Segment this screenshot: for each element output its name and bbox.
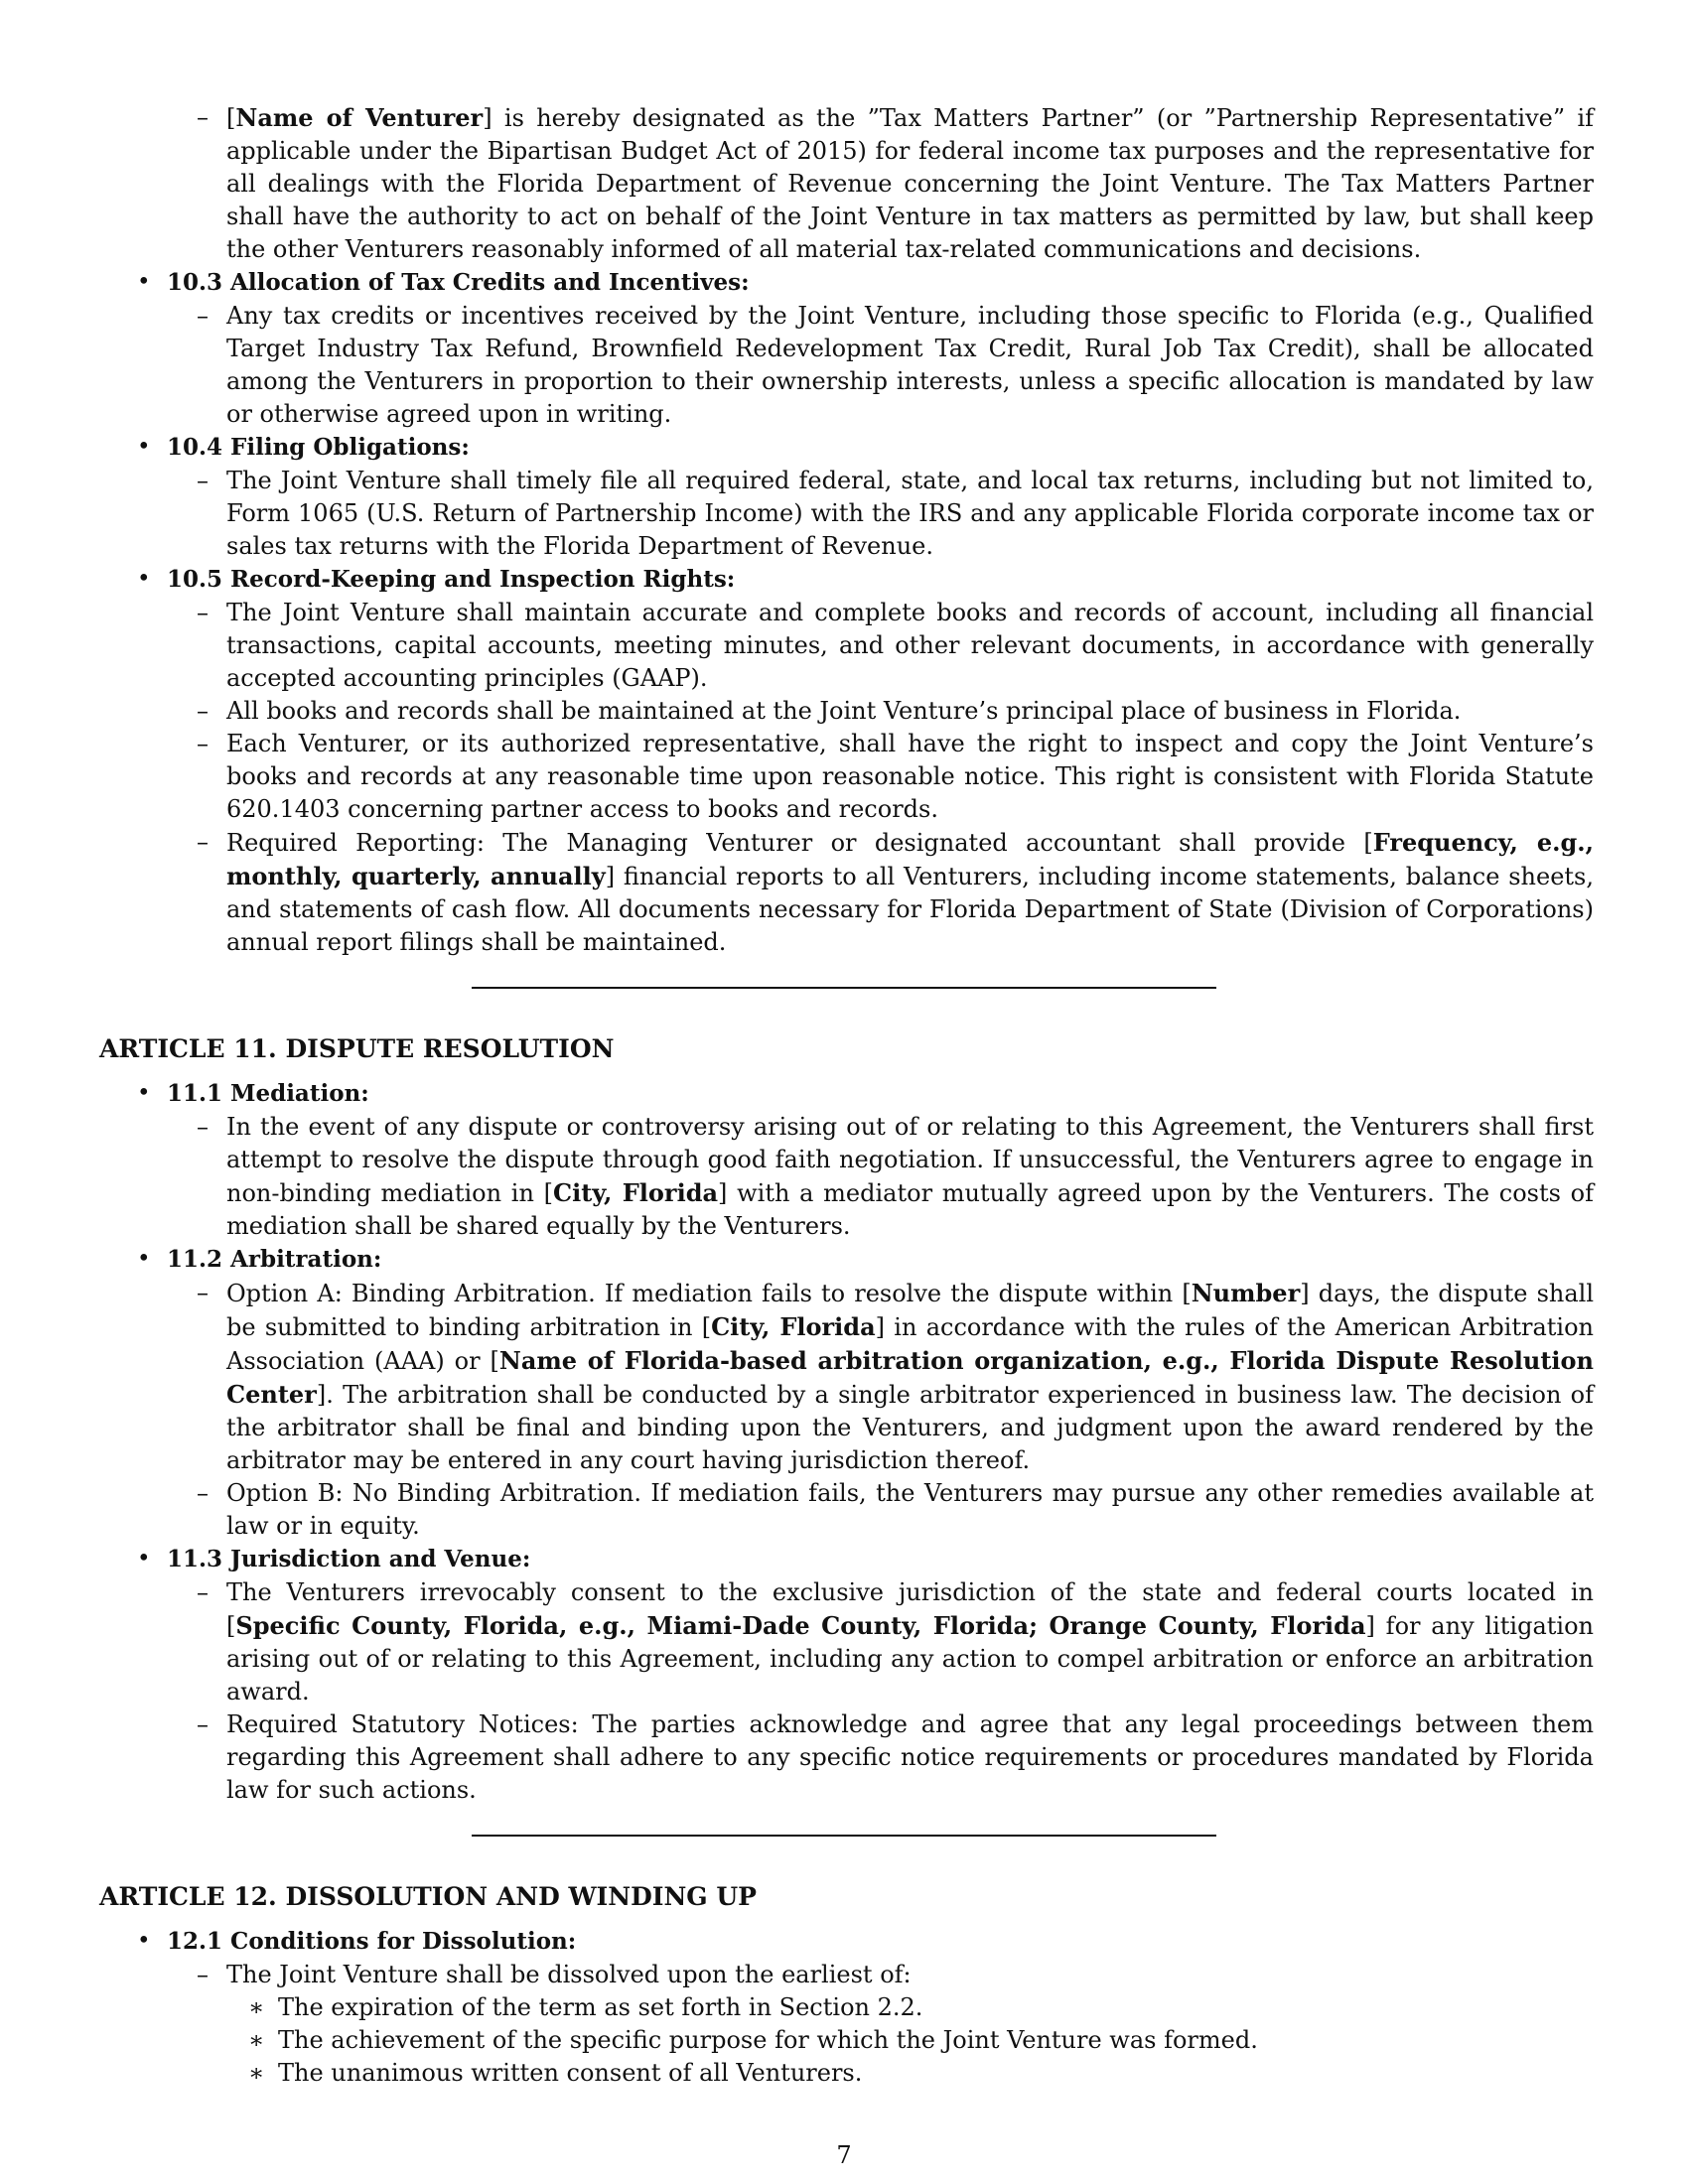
dash-bullet: – [197,467,209,494]
round-bullet: • [137,269,151,295]
article-11-heading: ARTICLE 11. DISPUTE RESOLUTION [99,1034,615,1063]
round-bullet: • [137,566,151,592]
section-11-1-title: 11.1 Mediation: [167,1080,369,1107]
page-number: 7 [836,2141,852,2169]
tax-matters-item: – [Name of Venturer] is hereby designated as the ”Tax Matters Partner” (or ”Partnership Representative” if applicable under the Bipartisan Budget Act of 2015) for federal income tax purposes and the representative for all dealings with the Florida Department of Revenue concerning the Joint Venture. The Tax Matters Partner shall have the authority to act on behalf of the Joint Venture in tax matters as permitted by law, but shall keep the other Venturers reasonably informed of all material tax-related communications and decisions. [197,103,1595,263]
option-b-item: – Option B: No Binding Arbitration. If mediation fails, the Venturers may pursue any other remedies available at law or in equity. [197,1479,1594,1540]
section-11-2 [99,1243,1594,1277]
round-bullet: • [137,1080,151,1106]
dash-bullet: – [197,1710,209,1738]
dissolution-condition: ∗ The unanimous written consent of all Venturers. [99,2057,1594,2090]
dash-bullet: – [197,1279,209,1306]
dash-bullet: – [197,1113,209,1141]
dash-bullet: – [197,599,209,626]
arbitration-city-placeholder: City, Florida [711,1312,876,1341]
section-12-1 [99,1925,1594,1959]
option-a-item: – Option A: Binding Arbitration. If mediation fails to resolve the dispute within [Number] days, the dispute shall be submitted to binding arbitration in [City, Florida] in accordance with the rules of the American Arbitration Association (AAA) or [Name of Florida-based arbitration organization, e.g., Florida Dispute Resolution Center]. The arbitration shall be conducted by a single arbitrator experienced in business law. The decision of the arbitrator shall be final and binding upon the Venturers, and judgment upon the award rendered by the arbitrator may be entered in any court having jurisdiction thereof. [197,1279,1595,1474]
arbitration-org-placeholder: Name of Florida-based arbitration organization, e.g., Florida Dispute Resolution Center [226,1346,1594,1409]
section-11-3-title: 11.3 Jurisdiction and Venue: [167,1546,531,1572]
list-item: – Any tax credits or incentives received by the Joint Venture, including those specific to Florida (e.g., Qualified Target Industry Tax Refund, Brownfield Redevelopment Tax Credit, Rural Job Tax Credit), shall be allocated among the Venturers in proportion to their ownership interests, unless a specific allocation is mandated by law or otherwise agreed upon in writing. [197,302,1594,428]
dash-bullet: – [197,828,209,856]
mediation-city-placeholder: City, Florida [553,1178,719,1207]
dash-bullet: – [197,1578,209,1606]
round-bullet: • [137,1546,151,1571]
dash-bullet: – [197,697,209,725]
dash-bullet: – [197,1479,209,1507]
county-placeholder: Specific County, Florida, e.g., Miami-Dade County, Florida; Orange County, Florida [235,1611,1366,1640]
statutory-notices-item: – Required Statutory Notices: The parties acknowledge and agree that any legal proceedings between them regarding this Agreement shall adhere to any specific notice requirements or procedures mandated by Florida law for such actions. [197,1710,1594,1804]
dash-bullet: – [197,1961,209,1988]
section-11-1 [99,1077,1594,1111]
days-number-placeholder: Number [1191,1279,1301,1307]
round-bullet: • [137,1246,151,1272]
asterisk-bullet: ∗ [248,1993,265,2021]
venturer-name-placeholder: Name of Venturer [235,103,484,132]
section-10-4 [99,431,1594,465]
section-11-2-title: 11.2 Arbitration: [167,1246,382,1273]
page-content [99,101,1594,2090]
dissolution-condition: ∗ The expiration of the term as set forth in Section 2.2. [99,1991,1594,2024]
mediation-item: – In the event of any dispute or controversy arising out of or relating to this Agreement, the Venturers shall first attempt to resolve the dispute through good faith negotiation. If unsuccessful, the Venturers agree to engage in non-binding mediation in [City, Florida] with a mediator mutually agreed upon by the Venturers. The costs of mediation shall be shared equally by the Venturers. [197,1113,1595,1240]
tax-matters-text: is hereby designated as the ”Tax Matters Partner” (or ”Partnership Representative” if applicable under the Bipartisan Budget Act of 2015) for federal income tax purposes and the representative for all dealings with the Florida Department of Revenue concerning the Joint Venture. The Tax Matters Partner shall have the authority to act on behalf of the Joint Venture in tax matters as permitted by law, but shall keep the other Venturers reasonably informed of all material tax-related communications and decisions. [226,104,1595,263]
required-reporting-item: – Required Reporting: The Managing Venturer or designated accountant shall provide [Frequency, e.g., monthly, quarterly, annually] financial reports to all Venturers, including income statements, balance sheets, and statements of cash flow. All documents necessary for Florida Department of State (Division of Corporations) annual report filings shall be maintained. [197,828,1595,956]
section-10-3 [99,266,1594,300]
list-item: – The Joint Venture shall maintain accurate and complete books and records of account, including all financial transactions, capital accounts, meeting minutes, and other relevant documents, in accordance with generally accepted accounting principles (GAAP). [197,599,1594,692]
section-10-3-title: 10.3 Allocation of Tax Credits and Incentives: [167,269,750,296]
dash-bullet: – [197,730,209,757]
section-10-5-title: 10.5 Record-Keeping and Inspection Rights: [167,566,736,593]
list-item: – Each Venturer, or its authorized representative, shall have the right to inspect and copy the Joint Venture’s books and records at any reasonable time upon reasonable notice. This right is consistent with Florida Statute 620.1403 concerning partner access to books and records. [197,730,1594,823]
dissolution-intro: – The Joint Venture shall be dissolved upon the earliest of: [99,1959,1594,1991]
dash-bullet: – [197,302,209,330]
round-bullet: • [137,1928,151,1954]
list-item: – The Joint Venture shall timely file all required federal, state, and local tax returns, including but not limited to, Form 1065 (U.S. Return of Partnership Income) with the IRS and any applicable Florida corporate income tax or sales tax returns with the Florida Department of Revenue. [197,467,1594,560]
section-12-1-title: 12.1 Conditions for Dissolution: [167,1928,577,1955]
jurisdiction-item: – The Venturers irrevocably consent to the exclusive jurisdiction of the state and federal courts located in [Specific County, Florida, e.g., Miami-Dade County, Florida; Orange County, Florida] for any litigation arising out of or relating to this Agreement, including any action to compel arbitration or enforce an arbitration award. [197,1578,1594,1706]
list-item: – All books and records shall be maintained at the Joint Venture’s principal place of business in Florida. [99,695,1594,728]
section-10-5 [99,563,1594,597]
asterisk-bullet: ∗ [248,2059,265,2087]
round-bullet: • [137,434,151,460]
frequency-placeholder: Frequency, e.g., monthly, quarterly, annually [226,828,1595,890]
article-12-heading: ARTICLE 12. DISSOLUTION AND WINDING UP [99,1882,757,1911]
dash-bullet: – [197,103,209,131]
asterisk-bullet: ∗ [248,2026,265,2054]
dissolution-condition: ∗ The achievement of the specific purpose for which the Joint Venture was formed. [99,2024,1594,2057]
section-10-4-title: 10.4 Filing Obligations: [167,434,470,461]
section-11-3 [99,1543,1594,1576]
